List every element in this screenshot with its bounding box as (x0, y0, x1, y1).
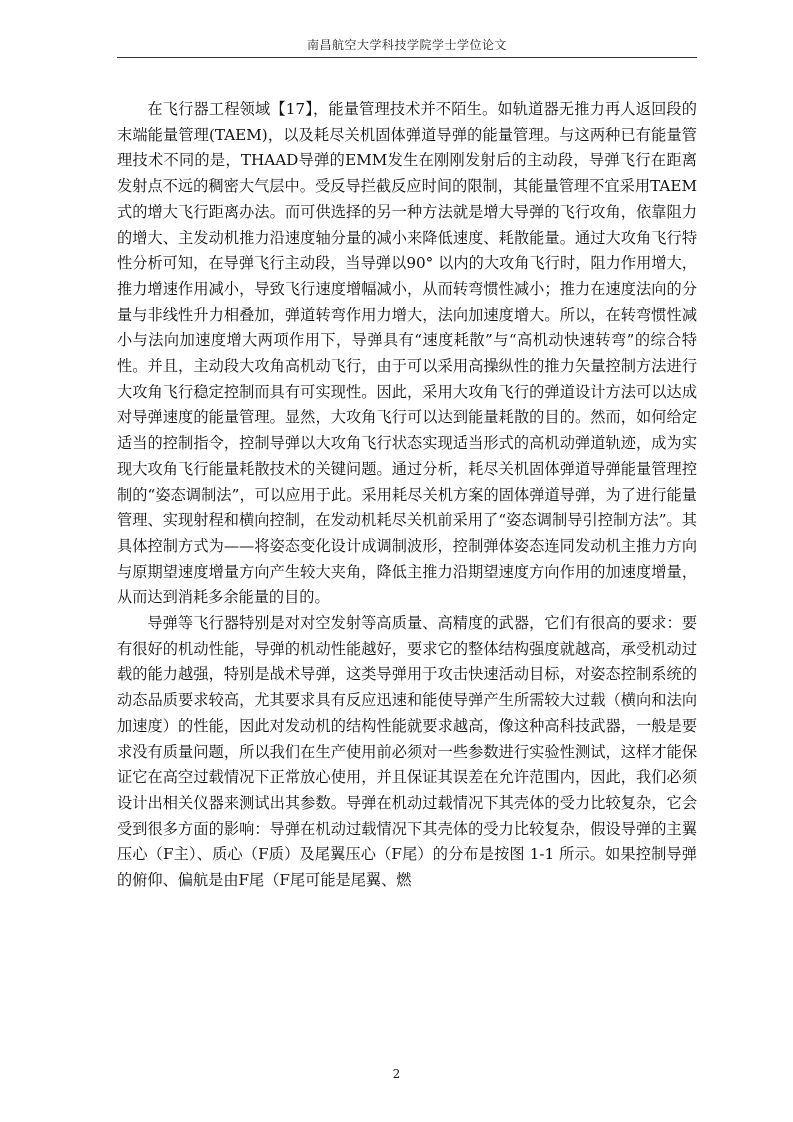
page-number: 2 (392, 1067, 401, 1081)
header-rule (117, 57, 697, 58)
paragraph-2: 导弹等飞行器特别是对对空发射等高质量、高精度的武器，它们有很高的要求：要有很好的机动性能，导弹的机动性能越好，要求它的整体结构强度就越高，承受机动过载的能力越强，特别是战术导弹，这类导弹用于攻击快速活动目标，对姿态控制系统的动态品质要求较高，尤其要求具有反应迅速和能使导弹产生所需较大过载（横向和法向加速度）的性能，因此对发动机的结构性能就要求越高，像这种高科技武器，一般是要求没有质量问题，所以我们在生产使用前必须对一些参数进行实验性测试，这样才能保证它在高空过载情况下正常放心使用，并且保证其误差在允许范围内，因此，我们必须设计出相关仪器来测试出其参数。导弹在机动过载情况下其壳体的受力比较复杂，它会受到很多方面的影响：导弹在机动过载情况下其壳体的受力比较复杂，假设导弹的主翼压心（F主）、质心（F质）及尾翼压心（F尾）的分布是按图 1-1 所示。如果控制导弹的俯仰、偏航是由F尾（F尾可能是尾翼、燃 (117, 614, 697, 890)
body-text (117, 97, 697, 894)
running-header: 南昌航空大学科技学院学士学位论文 (306, 38, 507, 52)
paragraph-1: 在飞行器工程领域【17】，能量管理技术并不陌生。如轨道器无推力再人返回段的末端能量管理(TAEM)，以及耗尽关机固体弹道导弹的能量管理。与这两种已有能量管理技术不同的是，THAAD导弹的EMM发生在刚刚发射后的主动段，导弹飞行在距离发射点不远的稠密大气层中。受反导拦截反应时间的限制，其能量管理不宜采用TAEM式的增大飞行距离办法。而可供选择的另一种方法就是增大导弹的飞行攻角，依靠阻力的增大、主发动机推力沿速度轴分量的减小来降低速度、耗散能量。通过大攻角飞行特性分析可知，在导弹飞行主动段，当导弹以90° 以内的大攻角飞行时，阻力作用增大，推力增速作用减小，导致飞行速度增幅减小，从而转弯惯性减小；推力在速度法向的分量与非线性升力相叠加，弹道转弯作用力增大，法向加速度增大。所以，在转弯惯性减小与法向加速度增大两项作用下，导弹具有“速度耗散”与“高机动快速转弯”的综合特性。并且，主动段大攻角高机动飞行，由于可以采用高操纵性的推力矢量控制方法进行大攻角飞行稳定控制而具有可实现性。因此，采用大攻角飞行的弹道设计方法可以达成对导弹速度的能量管理。显然，大攻角飞行可以达到能量耗散的目的。然而，如何给定适当的控制指令，控制导弹以大攻角飞行状态实现适当形式的高机动弹道轨迹，成为实现大攻角飞行能量耗散技术的关键问题。通过分析，耗尽关机固体弹道导弹能量管理控制的“姿态调制法”，可以应用于此。采用耗尽关机方案的固体弹道导弹，为了进行能量管理、实现射程和横向控制，在发动机耗尽关机前采用了“姿态调制导引控制方法”。其具体控制方式为——将姿态变化设计成调制波形，控制弹体姿态连同发动机主推力方向与原期望速度增量方向产生较大夹角，降低主推力沿期望速度方向作用的加速度增量，从而达到消耗多余能量的目的。 (117, 100, 697, 607)
